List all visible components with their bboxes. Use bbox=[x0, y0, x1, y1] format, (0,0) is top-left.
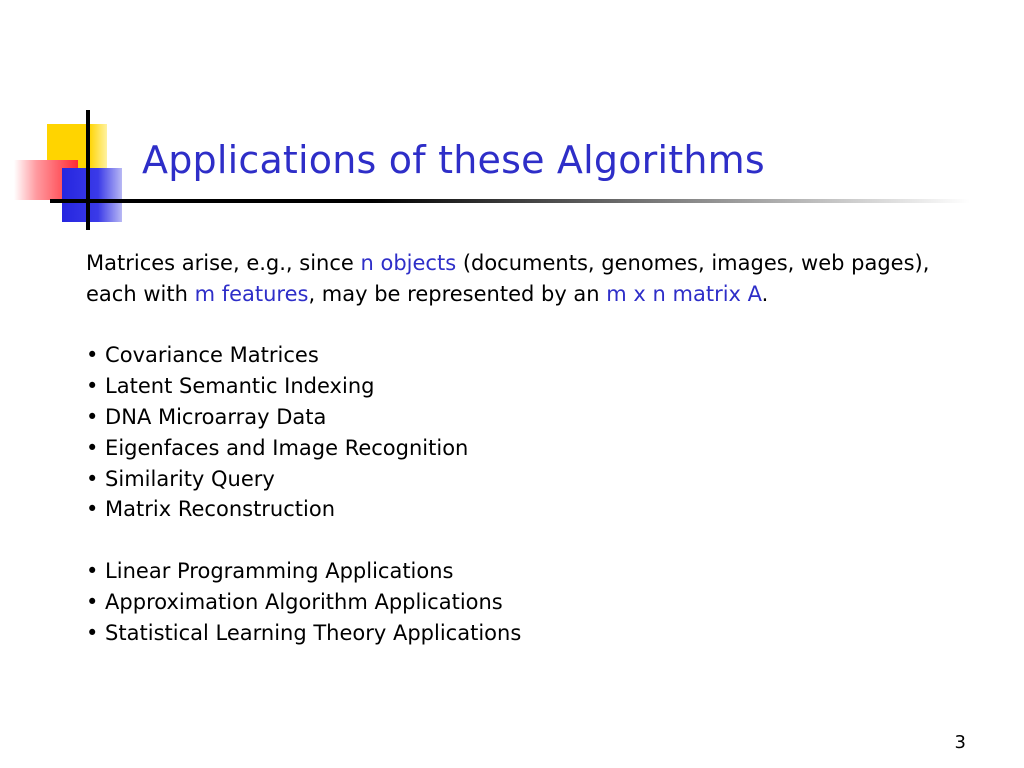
list-item: • Matrix Reconstruction bbox=[86, 497, 336, 522]
spacer bbox=[86, 525, 966, 556]
list-item: • Statistical Learning Theory Applications bbox=[86, 620, 522, 645]
list-item: • Similarity Query bbox=[86, 466, 275, 491]
highlight-n-objects: n objects bbox=[360, 251, 457, 275]
list-item: • Linear Programming Applications bbox=[86, 558, 454, 583]
vertical-rule bbox=[86, 110, 90, 230]
list-item: • DNA Microarray Data bbox=[86, 404, 327, 429]
list-item: • Covariance Matrices bbox=[86, 343, 319, 368]
intro-text-1: Matrices arise, e.g., since bbox=[86, 251, 361, 275]
slide-title: Applications of these Algorithms bbox=[142, 138, 765, 182]
page-number: 3 bbox=[954, 732, 966, 753]
applications-list-1 bbox=[86, 340, 966, 525]
highlight-m-features: m features bbox=[194, 281, 309, 306]
intro-text-4: . bbox=[761, 281, 769, 306]
blue-square-icon bbox=[62, 168, 122, 222]
list-item: • Approximation Algorithm Applications bbox=[86, 589, 503, 614]
intro-text-2: (documents, genomes, images, web pages), each with bbox=[86, 251, 930, 306]
applications-list-2 bbox=[86, 556, 966, 648]
list-item: • Latent Semantic Indexing bbox=[86, 374, 375, 399]
spacer bbox=[86, 310, 966, 341]
slide-body bbox=[86, 248, 966, 648]
highlight-matrix-a: m x n matrix A bbox=[606, 281, 762, 306]
intro-text-3: , may be represented by an bbox=[308, 281, 607, 306]
intro-paragraph bbox=[86, 248, 966, 310]
title-underline bbox=[50, 199, 970, 203]
list-item: • Eigenfaces and Image Recognition bbox=[86, 435, 469, 460]
